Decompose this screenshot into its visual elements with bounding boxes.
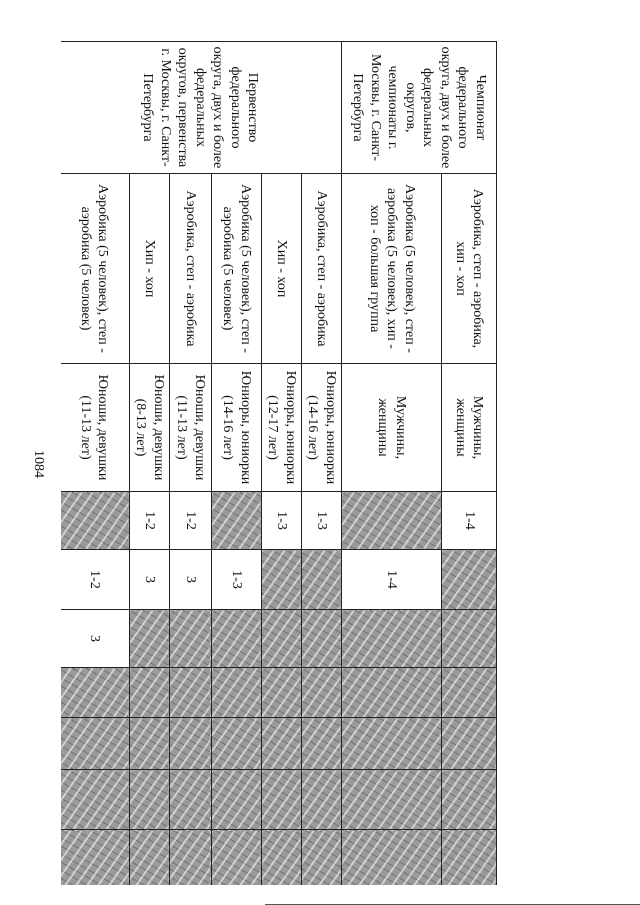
shaded-cell	[212, 770, 262, 830]
shaded-cell	[262, 668, 302, 718]
discipline-cell: Аэробика (5 человек), степ - аэробика (5 человек)	[212, 174, 262, 364]
shaded-cell	[342, 610, 442, 668]
shaded-cell	[442, 610, 497, 668]
shaded-cell	[170, 610, 212, 668]
shaded-cell	[442, 550, 497, 610]
discipline-cell: Аэробика, степ - аэробика	[170, 174, 212, 364]
discipline-cell: Аэробика, степ - аэробика, хип - хоп	[442, 174, 497, 364]
shaded-cell	[212, 492, 262, 550]
shaded-cell	[342, 668, 442, 718]
age-cell: Юниоры, юниорки (14-16 лет)	[212, 364, 262, 492]
age-cell: Мужчины, женщины	[342, 364, 442, 492]
table-row	[302, 42, 342, 886]
shaded-cell	[212, 830, 262, 886]
shaded-cell	[302, 830, 342, 886]
place-cell: 3	[170, 550, 212, 610]
shaded-cell	[342, 492, 442, 550]
shaded-cell	[130, 830, 170, 886]
shaded-cell	[262, 770, 302, 830]
place-cell: 1-3	[302, 492, 342, 550]
place-cell: 1-3	[212, 550, 262, 610]
shaded-cell	[342, 830, 442, 886]
shaded-cell	[342, 770, 442, 830]
shaded-cell	[442, 830, 497, 886]
shaded-cell	[130, 770, 170, 830]
shaded-cell	[61, 668, 130, 718]
shaded-cell	[212, 668, 262, 718]
shaded-cell	[262, 610, 302, 668]
table-area	[61, 41, 497, 885]
shaded-cell	[262, 718, 302, 770]
shaded-cell	[442, 770, 497, 830]
category-cell: Первенство федерального округа, двух и более федеральных округов, первенства г. Москвы, г. Санкт-Петербурга	[61, 42, 342, 174]
place-cell: 1-2	[130, 492, 170, 550]
discipline-cell: Аэробика (5 человек), степ - аэробика (5 человек)	[61, 174, 130, 364]
place-cell: 1-2	[61, 550, 130, 610]
discipline-cell: Аэробика, степ - аэробика	[302, 174, 342, 364]
category-cell: Чемпионат федерального округа, двух и более федеральных округов, чемпионаты г. Москвы, г. Санкт-Петербурга	[342, 42, 497, 174]
shaded-cell	[212, 610, 262, 668]
age-cell: Юноши, девушки (11-13 лет)	[61, 364, 130, 492]
shaded-cell	[212, 718, 262, 770]
shaded-cell	[170, 718, 212, 770]
place-cell: 1-4	[442, 492, 497, 550]
discipline-cell: Аэробика (5 человек), степ - аэробика (5 человек), хип - хоп - большая группа	[342, 174, 442, 364]
shaded-cell	[61, 492, 130, 550]
shaded-cell	[61, 830, 130, 886]
shaded-cell	[61, 770, 130, 830]
shaded-cell	[442, 718, 497, 770]
shaded-cell	[130, 668, 170, 718]
shaded-cell	[302, 610, 342, 668]
shaded-cell	[262, 830, 302, 886]
table-row	[442, 42, 497, 886]
age-cell: Юноши, девушки (8-13 лет)	[130, 364, 170, 492]
shaded-cell	[302, 668, 342, 718]
place-cell: 1-4	[342, 550, 442, 610]
page-number: 1084	[31, 450, 46, 478]
age-cell: Юниоры, юниорки (12-17 лет)	[262, 364, 302, 492]
shaded-cell	[170, 830, 212, 886]
discipline-cell: Хип - хоп	[130, 174, 170, 364]
discipline-cell: Хип - хоп	[262, 174, 302, 364]
age-cell: Юноши, девушки (11-13 лет)	[170, 364, 212, 492]
shaded-cell	[170, 770, 212, 830]
place-cell: 1-3	[262, 492, 302, 550]
place-cell: 1-2	[170, 492, 212, 550]
sports-ranks-table	[61, 41, 497, 885]
shaded-cell	[442, 668, 497, 718]
shaded-cell	[302, 770, 342, 830]
rotated-table-container	[61, 41, 497, 885]
age-cell: Мужчины, женщины	[442, 364, 497, 492]
shaded-cell	[262, 550, 302, 610]
shaded-cell	[130, 718, 170, 770]
shaded-cell	[130, 610, 170, 668]
place-cell: 3	[130, 550, 170, 610]
age-cell: Юниоры, юниорки (14-16 лет)	[302, 364, 342, 492]
shaded-cell	[61, 718, 130, 770]
shaded-cell	[342, 718, 442, 770]
shaded-cell	[170, 668, 212, 718]
shaded-cell	[302, 550, 342, 610]
place-cell: 3	[61, 610, 130, 668]
shaded-cell	[302, 718, 342, 770]
